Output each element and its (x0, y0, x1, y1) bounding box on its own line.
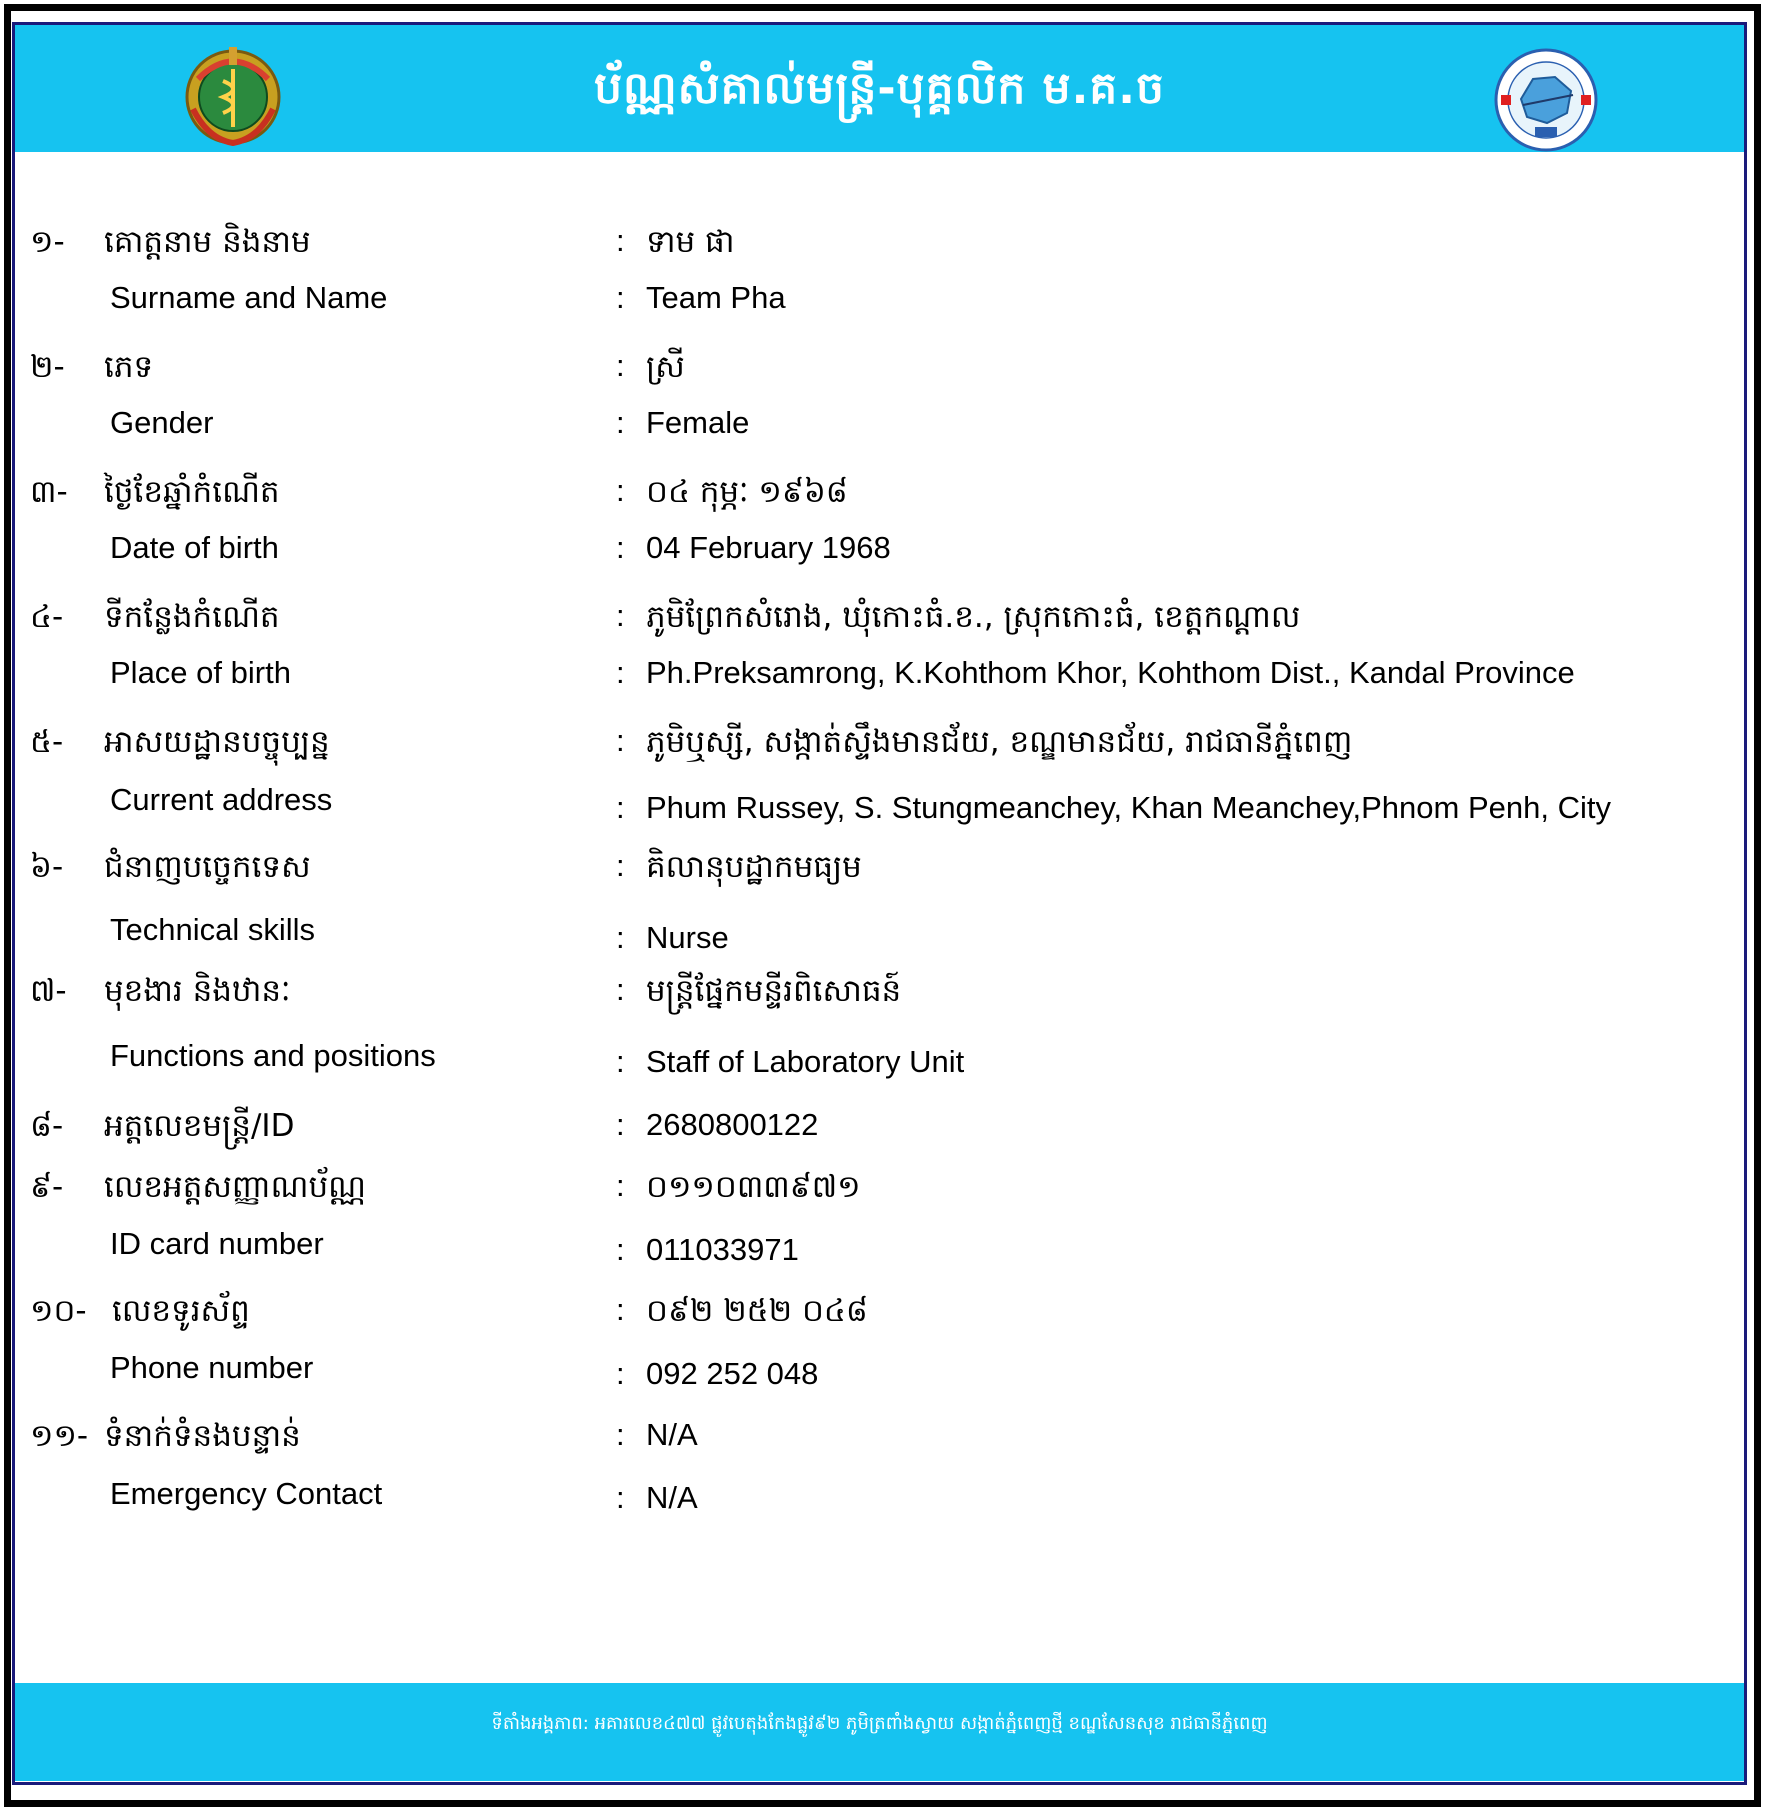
field-colon: : (616, 1232, 625, 1267)
field-label-km: លេខអត្តសញ្ញាណប័ណ្ណ (104, 1169, 367, 1205)
field-value: N/A (646, 1417, 698, 1452)
field-label-km: ថ្ងៃខែឆ្នាំកំណើត (104, 474, 280, 510)
field-label-en: Functions and positions (110, 1038, 436, 1073)
field-label-km: ទំនាក់ទំនងបន្ទាន់ (104, 1418, 301, 1454)
field-colon: : (616, 280, 625, 315)
field-value-en: Staff of Laboratory Unit (646, 1044, 965, 1079)
field-value-km: ០៤ កុម្ភៈ ១៩៦៨ (646, 474, 848, 510)
field-number: ១- (30, 224, 65, 260)
field-number: ៥- (30, 724, 64, 760)
field-label-en: Gender (110, 405, 214, 440)
office-location-text: ទីតាំងអង្គភាព: អគារលេខ៤៧៧ ផ្លូវបេតុងកែងផ្លូវ៩២ ភូមិត្រពាំងស្វាយ សង្កាត់ភ្នំពេញថ្មី ខណ្ឌសែនសុខ រាជធានីភ្នំពេញ (491, 1713, 1268, 1734)
field-label-en: ID card number (110, 1226, 324, 1261)
field-colon: : (616, 473, 625, 508)
field-colon: : (616, 1356, 625, 1391)
field-value-km: ភូមិព្រែកសំរោង, ឃុំកោះធំ.ខ., ស្រុកកោះធំ, ខេត្តកណ្តាល (646, 599, 1301, 635)
field-colon: : (616, 348, 625, 383)
field-label-en: Phone number (110, 1350, 314, 1385)
card-title: ប័ណ្ណសំគាល់មន្ត្រី-បុគ្គលិក ម.គ.ច (594, 63, 1165, 114)
field-label-en: Emergency Contact (110, 1476, 383, 1511)
field-colon: : (616, 723, 625, 758)
field-colon: : (616, 972, 625, 1007)
field-colon: : (616, 598, 625, 633)
field-colon: : (616, 790, 625, 825)
card-footer (15, 1683, 1744, 1781)
field-number: ៣- (30, 474, 68, 510)
field-label-en: Date of birth (110, 530, 279, 565)
field-colon: : (616, 1417, 625, 1452)
field-value-en: Team Pha (646, 280, 786, 315)
field-value-en: Female (646, 405, 750, 440)
field-number: ១០- (30, 1293, 87, 1329)
field-value-en: Nurse (646, 920, 729, 955)
field-value-km: ០៩២ ២៥២ ០៤៨ (646, 1293, 868, 1329)
field-value-km: គិលានុបដ្ឋាកមធ្យម (646, 849, 862, 885)
field-value-km: ទាម ផា (646, 224, 735, 260)
field-label-en: Surname and Name (110, 280, 388, 315)
field-value-km: ភូមិឬស្សី, សង្កាត់ស្ទឹងមានជ័យ, ខណ្ឌមានជ័យ, រាជធានីភ្នំពេញ (646, 724, 1353, 760)
field-colon: : (616, 1168, 625, 1203)
field-value-en: Phum Russey, S. Stungmeanchey, Khan Meanchey,Phnom Penh, City (646, 790, 1611, 825)
field-label-km: លេខទូរស័ព្ទ (112, 1293, 250, 1329)
field-value-en: 04 February 1968 (646, 530, 891, 565)
field-value: 2680800122 (646, 1107, 819, 1142)
field-label-km: មុខងារ និងឋានៈ (104, 973, 291, 1009)
field-value-en: 092 252 048 (646, 1356, 819, 1391)
field-number: ៦- (30, 849, 64, 885)
cnm-seal-icon (1493, 47, 1599, 153)
field-number: ៧- (30, 973, 67, 1009)
field-label-km: ទីកន្លែងកំណើត (104, 599, 280, 635)
field-colon: : (616, 848, 625, 883)
field-colon: : (616, 405, 625, 440)
field-value-en: Ph.Preksamrong, K.Kohthom Khor, Kohthom Dist., Kandal Province (646, 655, 1575, 690)
field-label-km: គោត្តនាម និងនាម (104, 224, 311, 260)
field-label-km: ភេទ (104, 349, 154, 385)
field-number: ៨- (30, 1108, 64, 1144)
field-label-en: Current address (110, 782, 333, 817)
field-colon: : (616, 530, 625, 565)
field-colon: : (616, 1480, 625, 1515)
field-colon: : (616, 1292, 625, 1327)
field-number: ៤- (30, 599, 64, 635)
field-value-en: 011033971 (646, 1232, 799, 1267)
field-colon: : (616, 223, 625, 258)
field-colon: : (616, 1107, 625, 1142)
field-colon: : (616, 920, 625, 955)
field-value-km: មន្ត្រីផ្នែកមន្ទីរពិសោធន៍ (646, 973, 902, 1009)
field-label-km: ជំនាញបច្ចេកទេស (104, 849, 311, 885)
field-colon: : (616, 1044, 625, 1079)
field-label-km: អាសយដ្ឋានបច្ចុប្បន្ន (104, 724, 330, 760)
field-value-en: N/A (646, 1480, 698, 1515)
field-value-km: ស្រី (646, 349, 685, 385)
field-number: ៩- (30, 1169, 64, 1205)
field-label-km: អត្តលេខមន្ត្រី/ID (104, 1108, 295, 1144)
field-number: ១១- (30, 1418, 89, 1454)
field-colon: : (616, 655, 625, 690)
field-number: ២- (30, 349, 65, 385)
field-label-en: Technical skills (110, 912, 316, 947)
card-header (15, 25, 1744, 152)
field-value-km: ០១១០៣៣៩៧១ (646, 1169, 861, 1205)
field-label-en: Place of birth (110, 655, 291, 690)
